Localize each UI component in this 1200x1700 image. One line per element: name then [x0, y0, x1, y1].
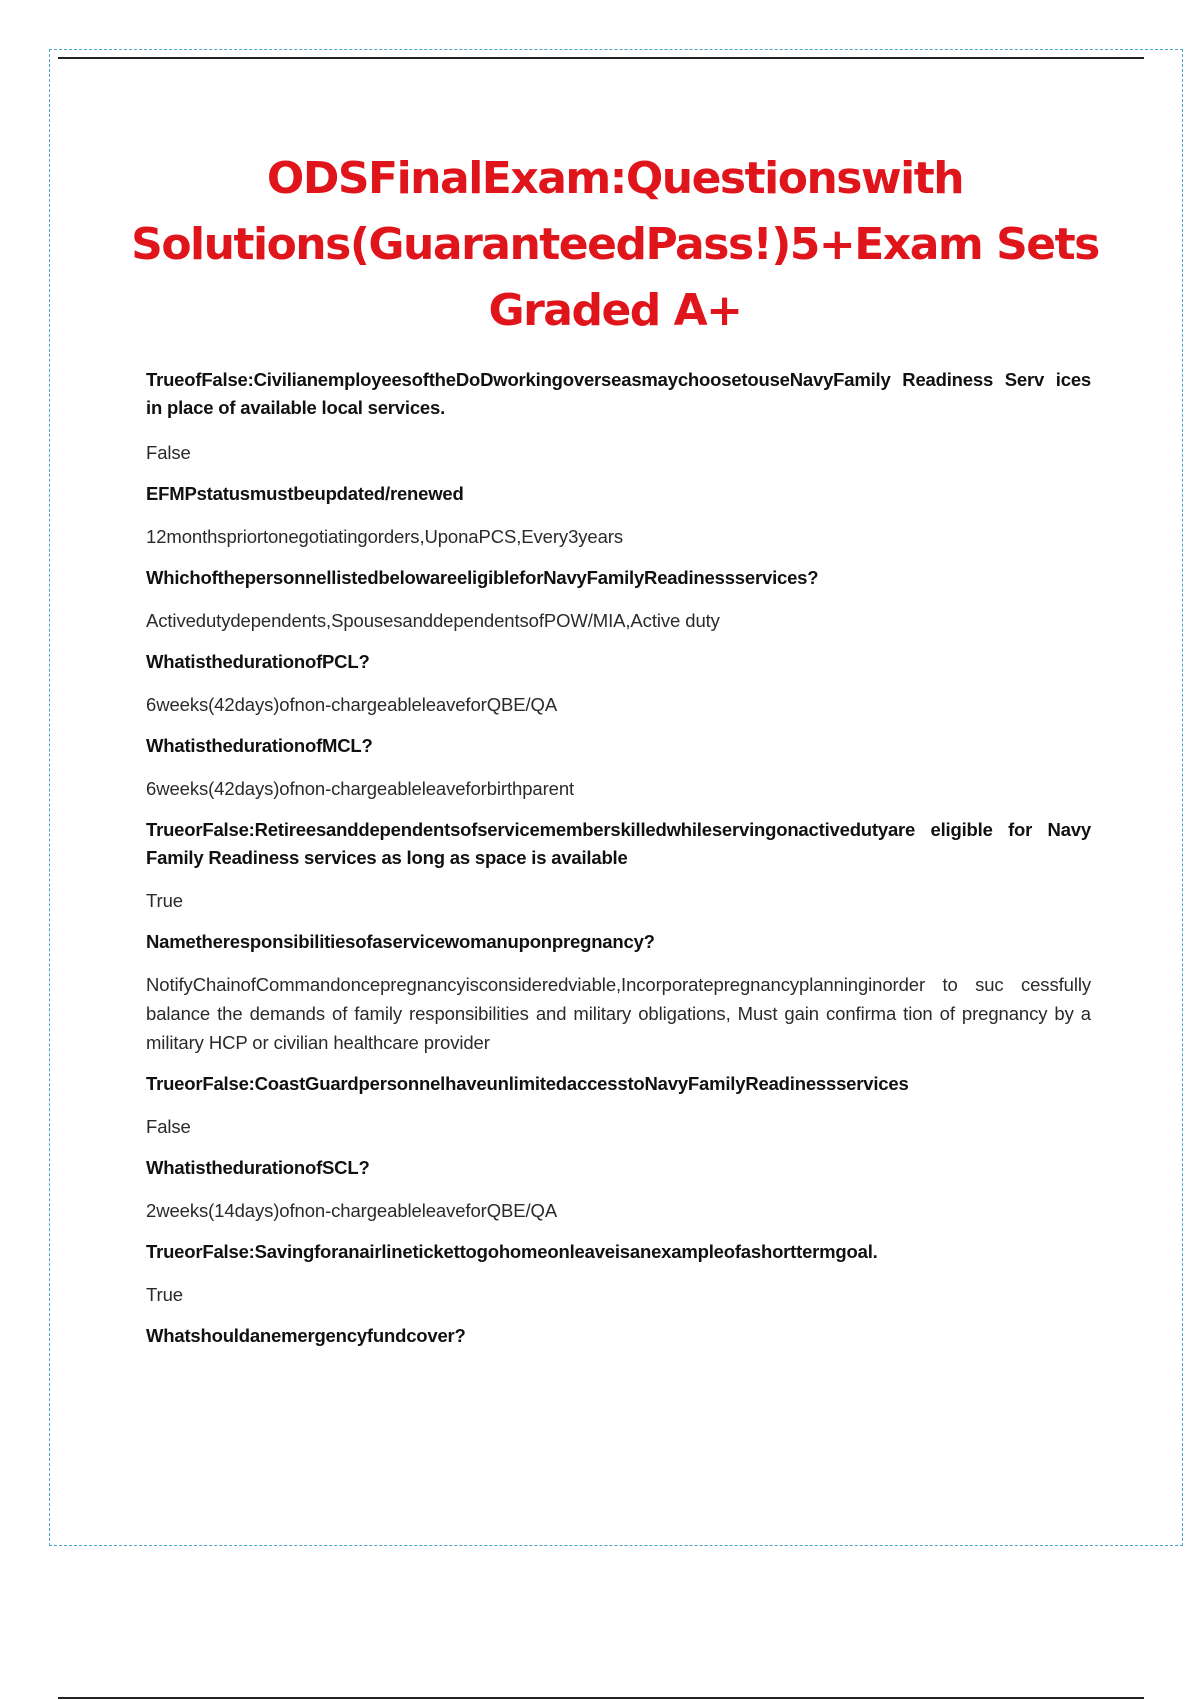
qa-item — [146, 1154, 1091, 1225]
answer-text: 6weeks(42days)ofnon-chargeableleaveforbirthparent — [146, 778, 575, 799]
title-line-3: Graded A+ — [488, 285, 742, 336]
qa-item — [146, 480, 1091, 551]
answer-text: True — [146, 890, 183, 911]
qa-item — [146, 648, 1091, 719]
question-text: TrueorFalse:CoastGuardpersonnelhaveunlimitedaccesstoNavyFamilyReadinessservices — [146, 1073, 909, 1094]
question-text: TrueorFalse:Retireesanddependentsofservicememberskilledwhileservingonactivedutyare eligible for Navy Family Readiness services as long as space is available — [146, 819, 1091, 868]
document-title — [100, 146, 1130, 344]
answer-text: True — [146, 1284, 183, 1305]
answer-text: False — [146, 442, 191, 463]
qa-item — [146, 1238, 1091, 1309]
answer-text: NotifyChainofCommandoncepregnancyisconsideredviable,Incorporatepregnancyplanninginorder to suc cessfully balance the demands of family responsibilities and military obligations, Must gain confirma tion of pregnancy by a military HCP or civilian healthcare provider — [146, 974, 1091, 1053]
header-rule — [58, 57, 1144, 59]
footer-rule — [58, 1697, 1144, 1699]
answer-text: 6weeks(42days)ofnon-chargeableleaveforQBE/QA — [146, 694, 558, 715]
qa-item — [146, 928, 1091, 1057]
question-text: Whatshouldanemergencyfundcover? — [146, 1325, 466, 1346]
qa-item — [146, 1322, 1091, 1350]
qa-item — [146, 564, 1091, 635]
question-text: EFMPstatusmustbeupdated/renewed — [146, 483, 464, 504]
question-text: WhichofthepersonnellistedbelowareeligibleforNavyFamilyReadinessservices? — [146, 567, 819, 588]
qa-item — [146, 732, 1091, 803]
question-text: TrueorFalse:Savingforanairlinetickettogohomeonleaveisanexampleofashorttermgoal. — [146, 1241, 878, 1262]
question-text: Nametheresponsibilitiesofaservicewomanuponpregnancy? — [146, 931, 655, 952]
qa-item — [146, 816, 1091, 915]
qa-list — [146, 366, 1091, 1364]
question-text: WhatisthedurationofMCL? — [146, 735, 373, 756]
answer-text: 2weeks(14days)ofnon-chargeableleaveforQBE/QA — [146, 1200, 558, 1221]
qa-item — [146, 1070, 1091, 1141]
question-text: WhatisthedurationofSCL? — [146, 1157, 370, 1178]
answer-text: False — [146, 1116, 191, 1137]
qa-item — [146, 366, 1091, 467]
answer-text: Activedutydependents,SpousesanddependentsofPOW/MIA,Active duty — [146, 610, 720, 631]
answer-text: 12monthspriortonegotiatingorders,UponaPCS,Every3years — [146, 526, 623, 547]
title-line-2: Solutions(GuaranteedPass!)5+Exam Sets — [131, 219, 1099, 270]
question-text: WhatisthedurationofPCL? — [146, 651, 370, 672]
question-text: TrueofFalse:CivilianemployeesoftheDoDworkingoverseasmaychoosetouseNavyFamily Readiness Serv ices in place of available local services. — [146, 369, 1091, 418]
title-line-1: ODSFinalExam:Questionswith — [266, 153, 964, 204]
